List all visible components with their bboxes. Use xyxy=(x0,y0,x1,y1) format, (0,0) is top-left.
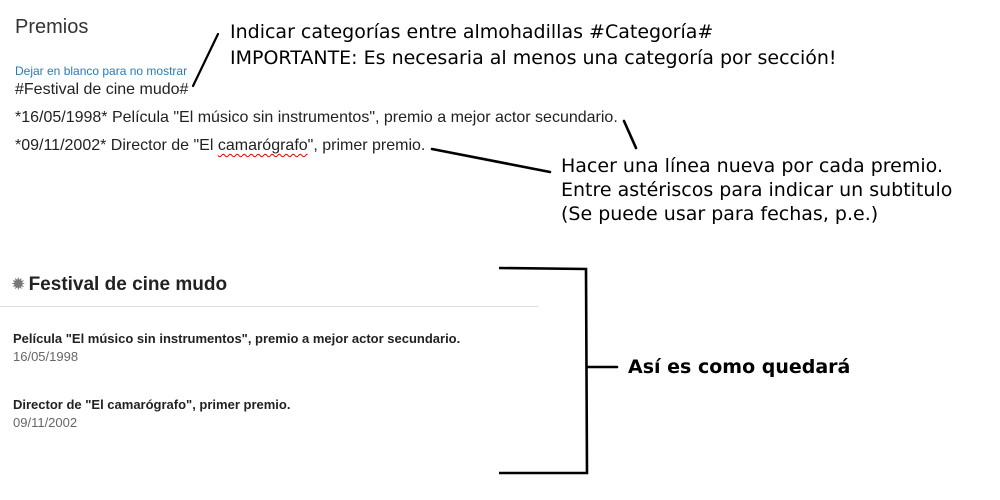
preview-award-date: 09/11/2002 xyxy=(13,415,78,430)
preview-award-title: Director de "El camarógrafo", primer premio. xyxy=(13,397,291,412)
preview-category-header xyxy=(12,274,227,296)
pointer-line-category xyxy=(193,34,218,86)
editor-line-category[interactable]: #Festival de cine mudo# xyxy=(15,81,189,98)
pointer-line-award-2 xyxy=(432,149,550,172)
annotation-dates: (Se puede usar para fechas, p.e.) xyxy=(561,203,879,225)
annotation-new-line-block xyxy=(561,154,952,226)
preview-award-date: 16/05/1998 xyxy=(13,349,79,364)
bracket-result xyxy=(499,268,587,473)
annotation-asterisks: Entre astériscos para indicar un subtitulo xyxy=(561,179,953,201)
annotation-new-line: Hacer una línea nueva por cada premio. xyxy=(561,155,943,177)
pointer-line-award-1 xyxy=(624,121,636,148)
preview-category-title: Festival de cine mudo xyxy=(28,274,228,295)
editor-title: Premios xyxy=(15,16,89,38)
annotation-categories: Indicar categorías entre almohadillas #Categoría# xyxy=(230,21,714,43)
preview-award-title: Película "El músico sin instrumentos", premio a mejor actor secundario. xyxy=(13,331,461,346)
editor-hint-link[interactable]: Dejar en blanco para no mostrar xyxy=(15,64,188,78)
spellcheck-word[interactable]: camarógrafo xyxy=(217,137,308,154)
annotation-result: Así es como quedará xyxy=(628,356,851,378)
editor-line-award-2-suffix: ", primer premio. xyxy=(307,137,426,154)
editor-line-award-2[interactable] xyxy=(15,137,425,155)
editor-line-award-2-prefix: *09/11/2002* Director de "El xyxy=(15,137,218,154)
annotation-important: IMPORTANTE: Es necesaria al menos una categoría por sección! xyxy=(230,47,837,69)
gear-icon: ✹ xyxy=(12,276,25,293)
editor-line-award-1[interactable]: *16/05/1998* Película "El músico sin instrumentos", premio a mejor actor secundario. xyxy=(15,109,618,126)
preview-divider xyxy=(0,306,538,307)
